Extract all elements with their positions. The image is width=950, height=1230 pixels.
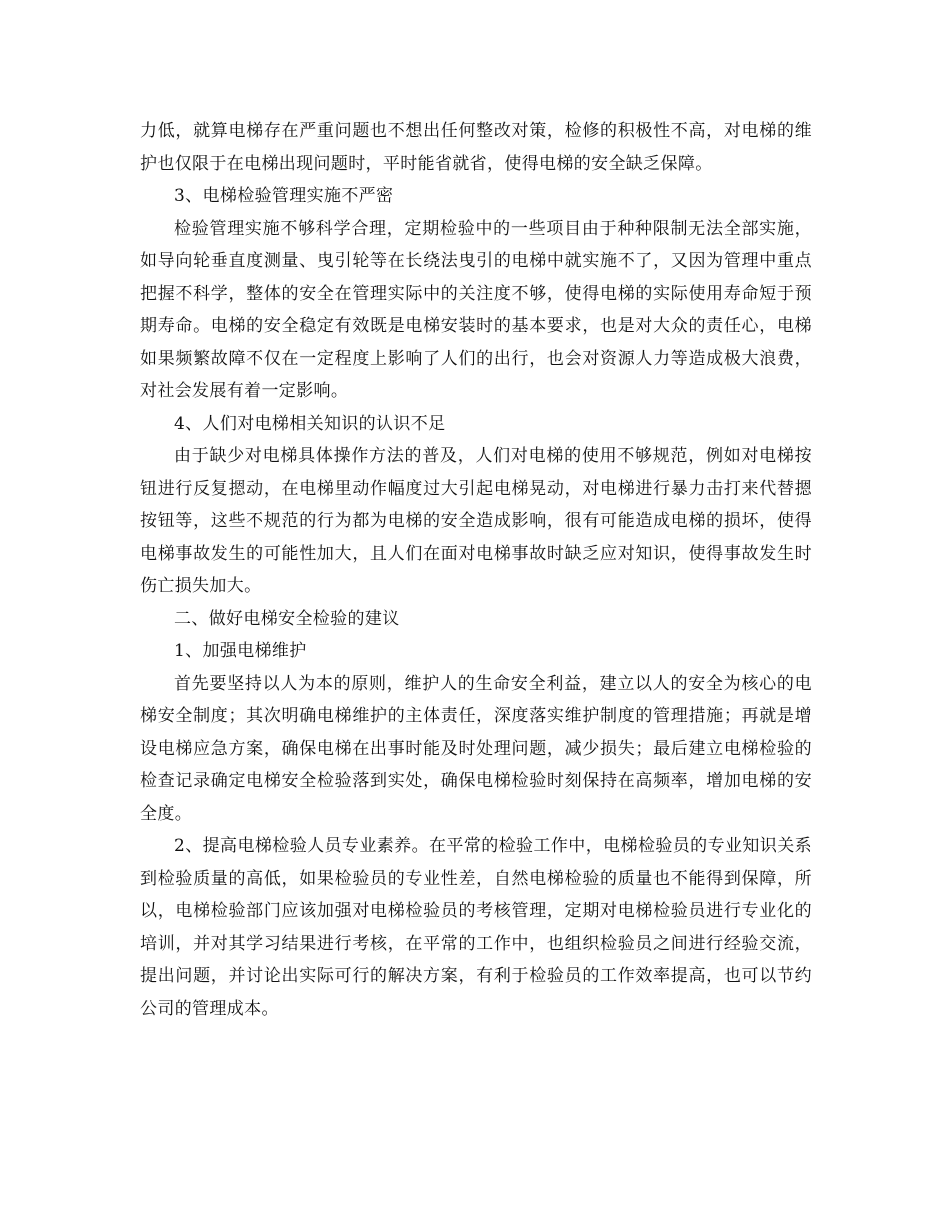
section-heading-1: 1、加强电梯维护 [174,641,307,661]
document-page [140,115,812,1025]
section-heading-4: 4、人们对电梯相关知识的认识不足 [174,413,446,434]
section-heading-3: 3、电梯检验管理实施不严密 [174,186,394,206]
paragraph-continuation: 力低，就算电梯存在严重问题也不想出任何整改对策，检修的积极性不高，对电梯的维护也仅限于在电梯出现问题时，平时能省就省，使得电梯的安全缺乏保障。 [140,121,812,174]
paragraph-inspection-management: 检验管理实施不够科学合理，定期检验中的一些项目由于种种限制无法全部实施，如导向轮垂直度测量、曳引轮等在长绕法曳引的电梯中就实施不了，又因为管理中重点把握不科学，整体的安全在管理实际中的关注度不够，使得电梯的实际使用寿命短于预期寿命。电梯的安全稳定有效既是电梯安装时的基本要求，也是对大众的责任心，电梯如果频繁故障不仅在一定程度上影响了人们的出行，也会对资源人力等造成极大浪费，对社会发展有着一定影响。 [140,218,812,401]
chapter-heading-2: 二、做好电梯安全检验的建议 [174,608,400,629]
paragraph-maintenance: 首先要坚持以人为本的原则，维护人的生命安全利益，建立以人的安全为核心的电梯安全制度；其次明确电梯维护的主体责任，深度落实维护制度的管理措施；再就是增设电梯应急方案，确保电梯在出事时能及时处理问题，减少损失；最后建立电梯检验的检查记录确定电梯安全检验落到实处，确保电梯检验时刻保持在高频率，增加电梯的安全度。 [140,673,812,824]
paragraph-public-knowledge: 由于缺少对电梯具体操作方法的普及，人们对电梯的使用不够规范，例如对电梯按钮进行反复摁动，在电梯里动作幅度过大引起电梯晃动，对电梯进行暴力击打来代替摁按钮等，这些不规范的行为都为电梯的安全造成影响，很有可能造成电梯的损坏，使得电梯事故发生的可能性加大，且人们在面对电梯事故时缺乏应对知识，使得事故发生时伤亡损失加大。 [140,446,812,596]
paragraph-inspector-training: 2、提高电梯检验人员专业素养。在平常的检验工作中，电梯检验员的专业知识关系到检验质量的高低，如果检验员的专业性差，自然电梯检验的质量也不能得到保障，所以，电梯检验部门应该加强对电梯检验员的考核管理，定期对电梯检验员进行专业化的培训，并对其学习结果进行考核，在平常的工作中，也组织检验员之间进行经验交流，提出问题，并讨论出实际可行的解决方案，有利于检验员的工作效率提高，也可以节约公司的管理成本。 [140,836,812,1019]
